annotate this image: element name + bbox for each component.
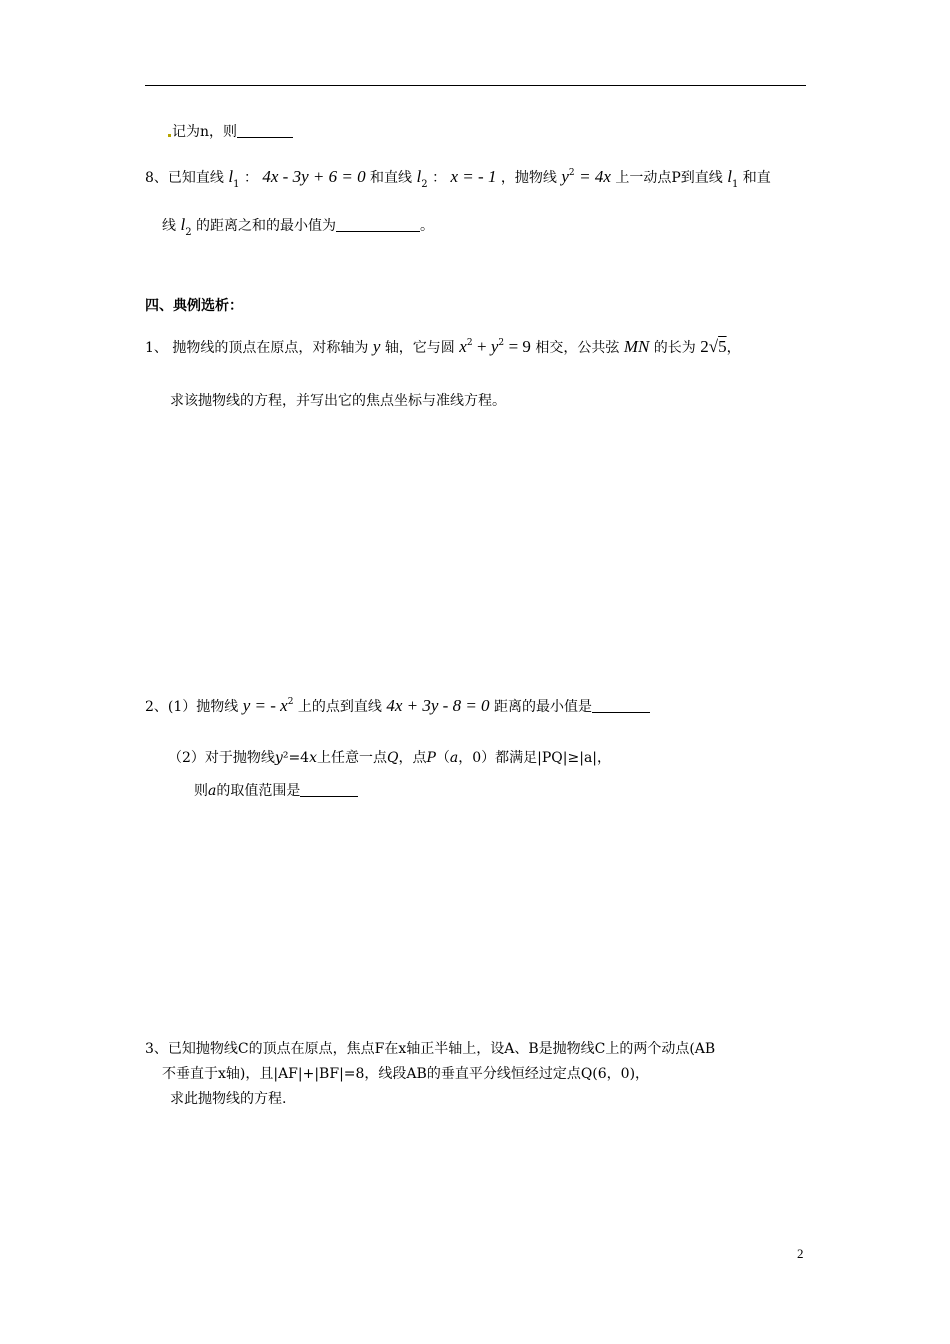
example3-line2: 不垂直于x轴)，且|AF|+|BF|=8，线段AB的垂直平分线恒经过定点Q(6，0)， — [162, 1066, 650, 1082]
marker-dot — [168, 134, 171, 137]
answer-blank — [237, 123, 293, 138]
q8-line2: 线 $l_2$ 的距离之和的最小值为 。 — [162, 215, 435, 238]
answer-blank — [336, 217, 420, 232]
equation-parabola2: y = - x — [242, 696, 288, 715]
equation-l1: 4x - 3y + 6 = 0 — [262, 167, 366, 186]
sqrt-sign: √ — [708, 337, 719, 356]
example2-part1: 2、(1）抛物线 y = - $x^2$ 上的点到直线 4x + 3y - 8 = 0 距离的最小值是 — [145, 692, 650, 717]
example2-part2: （2）对于抛物线y²=4x上任意一点Q，点P（a，0）都满足|PQ|≥|a|， — [168, 750, 612, 766]
equation-line: 4x + 3y - 8 = 0 — [386, 696, 490, 715]
q7-tail: 记为n，则 — [168, 122, 293, 142]
header-rule — [145, 85, 806, 86]
example3-line1: 3、已知抛物线C的顶点在原点，焦点F在x轴正半轴上，设A、B是抛物线C上的两个动点(AB — [145, 1041, 716, 1057]
equation-parabola: = 4x — [579, 167, 611, 186]
example3-line3: 求此抛物线的方程. — [170, 1091, 287, 1107]
equation-l2: x = - 1 — [450, 167, 497, 186]
example1-line1: 1、 抛物线的顶点在原点，对称轴为 y 轴，它与圆 $x^2 + y^2 = 9$ 相交，公共弦 MN 的长为 2√5， — [145, 337, 741, 356]
answer-blank — [300, 782, 358, 797]
equation-circle: = 9 — [508, 337, 531, 356]
example1-line2: 求该抛物线的方程，并写出它的焦点坐标与准线方程。 — [170, 393, 506, 409]
example2-part3: 则a的取值范围是 — [194, 781, 358, 801]
answer-blank — [592, 698, 650, 713]
page-number: 2 — [797, 1246, 804, 1261]
section-title: 四、典例选析： — [145, 298, 243, 314]
q8-line1: 8、已知直线 $l_1$ ： 4x - 3y + 6 = 0 和直线 $l_2$ ： x = - 1 ，抛物线 $y^2 = 4x$ 上一动点P到直线 $l_1$ 和直 — [145, 167, 771, 190]
